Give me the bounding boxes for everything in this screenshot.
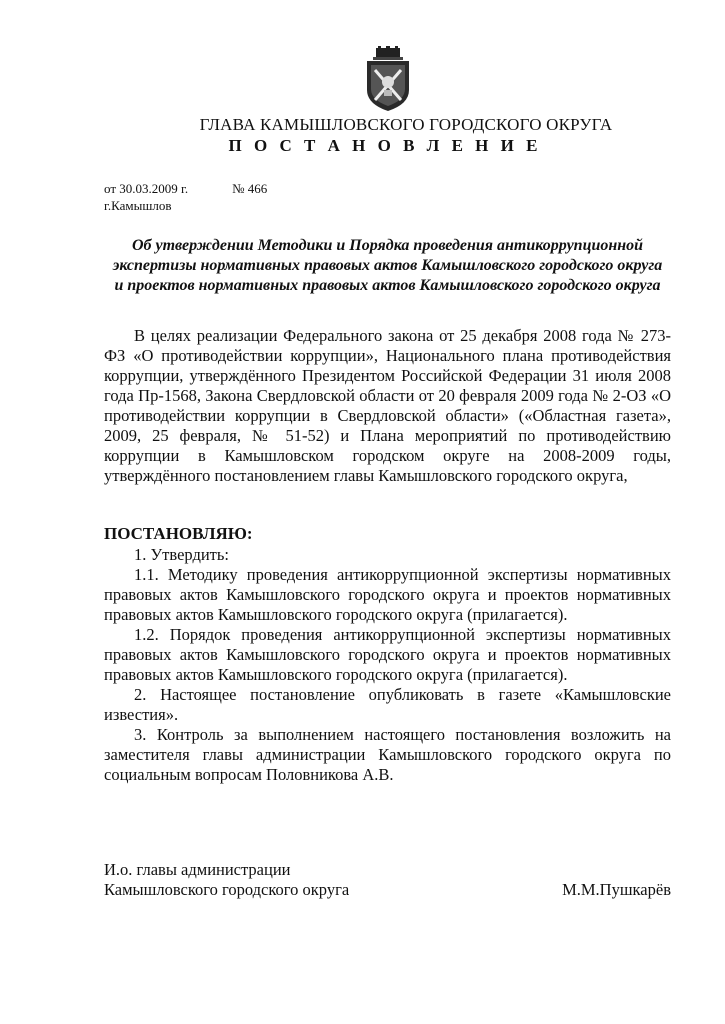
signature-block <box>104 860 671 900</box>
signatory-position-line1: И.о. главы администрации <box>104 860 291 879</box>
signatory-position-line2: Камышловского городского округа <box>104 880 350 899</box>
document-number: № 466 <box>232 181 268 196</box>
document-meta <box>104 180 267 214</box>
decree-heading: ПОСТАНОВЛЯЮ: <box>104 524 253 543</box>
org-title: ГЛАВА КАМЫШЛОВСКОГО ГОРОДСКОГО ОКРУГА <box>199 115 613 134</box>
coat-of-arms-icon <box>363 46 413 112</box>
document-subject: Об утверждении Методики и Порядка проведения антикоррупционной экспертизы нормативных правовых актов Камышловского городского округа и проектов нормативных правовых актов Камышловского городского округа <box>112 237 663 294</box>
document-type: П О С Т А Н О В Л Е Н И Е <box>228 136 542 155</box>
decree-items <box>104 545 671 785</box>
signatory-name: М.М.Пушкарёв <box>562 880 671 899</box>
document-city: г.Камышлов <box>104 198 172 213</box>
decree-item-1: 1. Утвердить: <box>134 545 229 564</box>
preamble-paragraph: В целях реализации Федерального закона от 25 декабря 2008 года № 273-ФЗ «О противодействии коррупции», Национального плана противодействия коррупции, утверждённого Президентом Российской Федерации 31 июля 2008 года Пр-1568, Закона Свердловской области от 20 февраля 2009 года № 2-ОЗ «О противодействии коррупции в Свердловской области» («Областная газета», 2009, 25 февраля, № 51-52) и Плана мероприятий по противодействию коррупции в Камышловском городском округе на 2008-2009 годы, утверждённого постановлением главы Камышловского городского округа, <box>104 326 671 485</box>
document-date: от 30.03.2009 г. <box>104 181 189 196</box>
decree-item-1-2: 1.2. Порядок проведения антикоррупционной экспертизы нормативных правовых актов Камышловского городского округа и проектов нормативных правовых актов Камышловского городского округа (прилагается). <box>104 625 671 684</box>
decree-item-1-1: 1.1. Методику проведения антикоррупционной экспертизы нормативных правовых актов Камышловского городского округа и проектов нормативных правовых актов Камышловского городского округа (прилагается). <box>104 565 671 624</box>
decree-item-2: 2. Настоящее постановление опубликовать в газете «Камышловские известия». <box>104 685 671 724</box>
decree-item-3: 3. Контроль за выполнением настоящего постановления возложить на заместителя главы администрации Камышловского городского округа по социальным вопросам Половникова А.В. <box>104 725 671 784</box>
